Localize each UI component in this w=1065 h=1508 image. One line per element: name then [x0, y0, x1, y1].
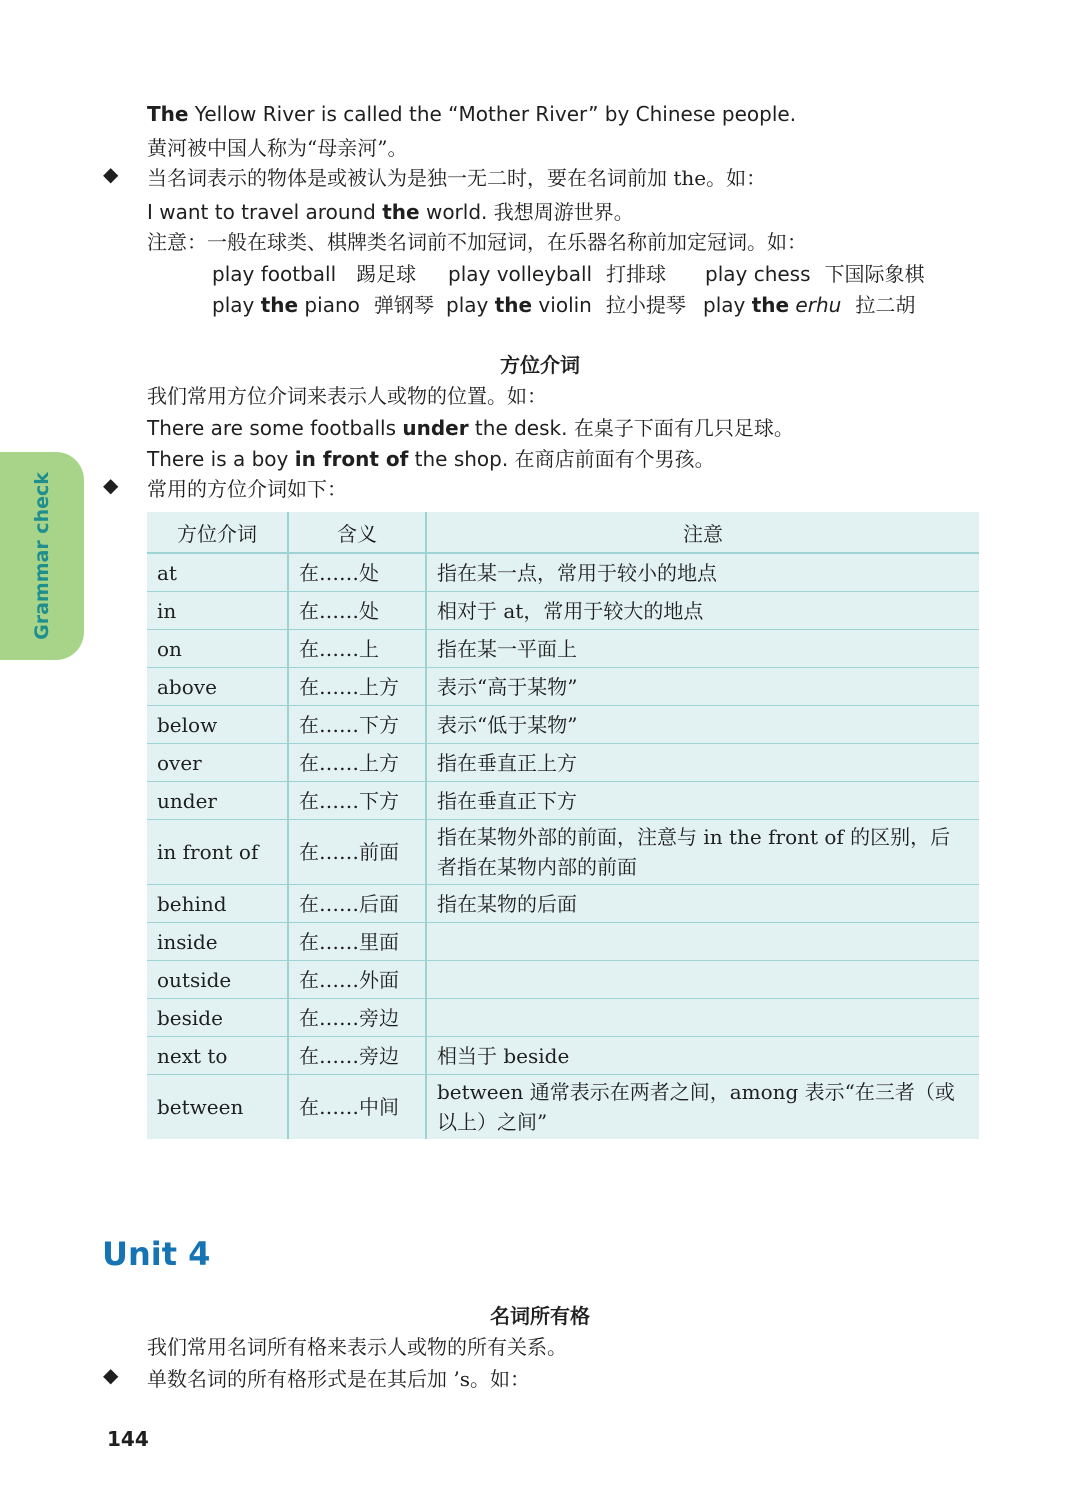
- cell-preposition: in front of: [147, 820, 288, 885]
- instrument-example-piano: [212, 289, 434, 318]
- cell-note: 表示“低于某物”: [426, 706, 979, 744]
- preposition-example-2-post: the shop. 在商店前面有个男孩。: [408, 447, 715, 471]
- game-example-volleyball: [448, 258, 666, 287]
- article-the: the: [751, 293, 790, 317]
- cell-preposition: above: [147, 668, 288, 706]
- header-preposition: 方位介词: [147, 512, 288, 553]
- preposition-example-2-pre: There is a boy: [147, 447, 295, 471]
- table-header-row: [147, 512, 979, 553]
- cell-meaning: 在……旁边: [288, 999, 426, 1037]
- table-row: [147, 923, 979, 961]
- table-row: [147, 1037, 979, 1075]
- table-row: [147, 744, 979, 782]
- instrument-translation: 拉二胡: [855, 293, 916, 317]
- game-translation: 下国际象棋: [824, 262, 925, 286]
- cell-preposition: beside: [147, 999, 288, 1037]
- cell-preposition: below: [147, 706, 288, 744]
- game-example-football: [212, 258, 416, 287]
- cell-note: 指在垂直正下方: [426, 782, 979, 820]
- cell-preposition: inside: [147, 923, 288, 961]
- example-sentence-2-pre: I want to travel around: [147, 200, 383, 224]
- cell-meaning: 在……上方: [288, 744, 426, 782]
- instrument-phrase-post: erhu: [789, 293, 842, 317]
- example-sentence-1-translation: 黄河被中国人称为“母亲河”。: [147, 136, 408, 160]
- instrument-phrase-pre: play: [703, 293, 752, 317]
- game-phrase: play football: [212, 262, 337, 286]
- instrument-translation: 拉小提琴: [605, 293, 686, 317]
- cell-note: 指在某物外部的前面，注意与 in the front of 的区别，后者指在某物内部的前面: [426, 820, 979, 885]
- table-row: [147, 553, 979, 592]
- cell-note: 相当于 beside: [426, 1037, 979, 1075]
- prepositions-intro: 我们常用方位介词来表示人或物的位置。如：: [147, 384, 547, 408]
- table-row: [147, 592, 979, 630]
- cell-note: 指在某一平面上: [426, 630, 979, 668]
- cell-note: 指在某物的后面: [426, 885, 979, 923]
- side-tab: [0, 452, 84, 660]
- game-example-chess: [705, 258, 925, 287]
- table-row: [147, 961, 979, 999]
- article-the: the: [382, 200, 420, 224]
- cell-preposition: outside: [147, 961, 288, 999]
- prepositions-table: [147, 512, 979, 1139]
- game-translation: 踢足球: [356, 262, 417, 286]
- instrument-phrase-post: piano: [298, 293, 360, 317]
- example-sentence-1: [147, 102, 796, 126]
- preposition-under: under: [402, 416, 469, 440]
- cell-preposition: next to: [147, 1037, 288, 1075]
- cell-meaning: 在……前面: [288, 820, 426, 885]
- bullet-icon: ◆: [103, 162, 119, 186]
- cell-preposition: between: [147, 1075, 288, 1140]
- table-row: [147, 668, 979, 706]
- cell-preposition: behind: [147, 885, 288, 923]
- cell-note: 表示“高于某物”: [426, 668, 979, 706]
- side-tab-label: Grammar check: [31, 472, 53, 640]
- note-text: 注意：一般在球类、棋牌类名词前不加冠词，在乐器名称前加定冠词。如：: [147, 230, 807, 254]
- cell-meaning: 在……上: [288, 630, 426, 668]
- table-row: [147, 820, 979, 885]
- game-translation: 打排球: [606, 262, 667, 286]
- cell-meaning: 在……里面: [288, 923, 426, 961]
- cell-note: between 通常表示在两者之间，among 表示“在三者（或以上）之间”: [426, 1075, 979, 1140]
- cell-note: 指在垂直正上方: [426, 744, 979, 782]
- cell-note: [426, 923, 979, 961]
- instrument-example-erhu: [703, 289, 915, 318]
- table-row: [147, 706, 979, 744]
- cell-meaning: 在……下方: [288, 782, 426, 820]
- instrument-phrase-pre: play: [446, 293, 495, 317]
- cell-preposition: in: [147, 592, 288, 630]
- header-note: 注意: [426, 512, 979, 553]
- cell-meaning: 在……旁边: [288, 1037, 426, 1075]
- cell-preposition: under: [147, 782, 288, 820]
- cell-meaning: 在……外面: [288, 961, 426, 999]
- preposition-example-1-pre: There are some footballs: [147, 416, 403, 440]
- table-row: [147, 630, 979, 668]
- instrument-example-violin: [446, 289, 686, 318]
- preposition-example-1: [147, 412, 794, 441]
- prepositions-list-intro: 常用的方位介词如下：: [147, 477, 347, 501]
- game-phrase: play volleyball: [448, 262, 593, 286]
- rule-unique-noun: 当名词表示的物体是或被认为是独一无二时，要在名词前加 the。如：: [147, 166, 767, 190]
- cell-meaning: 在……处: [288, 592, 426, 630]
- preposition-in-front-of: in front of: [294, 447, 409, 471]
- cell-meaning: 在……上方: [288, 668, 426, 706]
- unit-title: Unit 4: [102, 1235, 211, 1273]
- article-the: the: [494, 293, 533, 317]
- section-title-prepositions: 方位介词: [500, 353, 580, 377]
- preposition-example-2: [147, 443, 715, 472]
- instrument-phrase-pre: play: [212, 293, 261, 317]
- header-meaning: 含义: [288, 512, 426, 553]
- preposition-example-1-post: the desk. 在桌子下面有几只足球。: [468, 416, 794, 440]
- cell-note: 相对于 at，常用于较大的地点: [426, 592, 979, 630]
- table-row: [147, 999, 979, 1037]
- cell-note: [426, 999, 979, 1037]
- cell-preposition: on: [147, 630, 288, 668]
- cell-note: [426, 961, 979, 999]
- cell-note: 指在某一点，常用于较小的地点: [426, 553, 979, 592]
- example-sentence-2: [147, 196, 634, 225]
- possessive-intro: 我们常用名词所有格来表示人或物的所有关系。: [147, 1335, 567, 1359]
- example-sentence-1-text: Yellow River is called the “Mother River” by Chinese people.: [188, 102, 797, 126]
- page-number: 144: [107, 1427, 149, 1451]
- cell-preposition: over: [147, 744, 288, 782]
- article-the: The: [147, 102, 189, 126]
- table-row: [147, 1075, 979, 1140]
- possessive-rule: 单数名词的所有格形式是在其后加 ’s。如：: [147, 1367, 530, 1391]
- table-row: [147, 885, 979, 923]
- cell-meaning: 在……后面: [288, 885, 426, 923]
- instrument-phrase-post: violin: [532, 293, 592, 317]
- bullet-icon: ◆: [103, 1363, 119, 1387]
- section-title-possessive: 名词所有格: [490, 1304, 590, 1328]
- cell-meaning: 在……下方: [288, 706, 426, 744]
- game-phrase: play chess: [705, 262, 811, 286]
- article-the: the: [260, 293, 299, 317]
- example-sentence-2-post: world. 我想周游世界。: [419, 200, 634, 224]
- cell-meaning: 在……中间: [288, 1075, 426, 1140]
- bullet-icon: ◆: [103, 473, 119, 497]
- cell-preposition: at: [147, 553, 288, 592]
- cell-meaning: 在……处: [288, 553, 426, 592]
- instrument-translation: 弹钢琴: [373, 293, 434, 317]
- table-row: [147, 782, 979, 820]
